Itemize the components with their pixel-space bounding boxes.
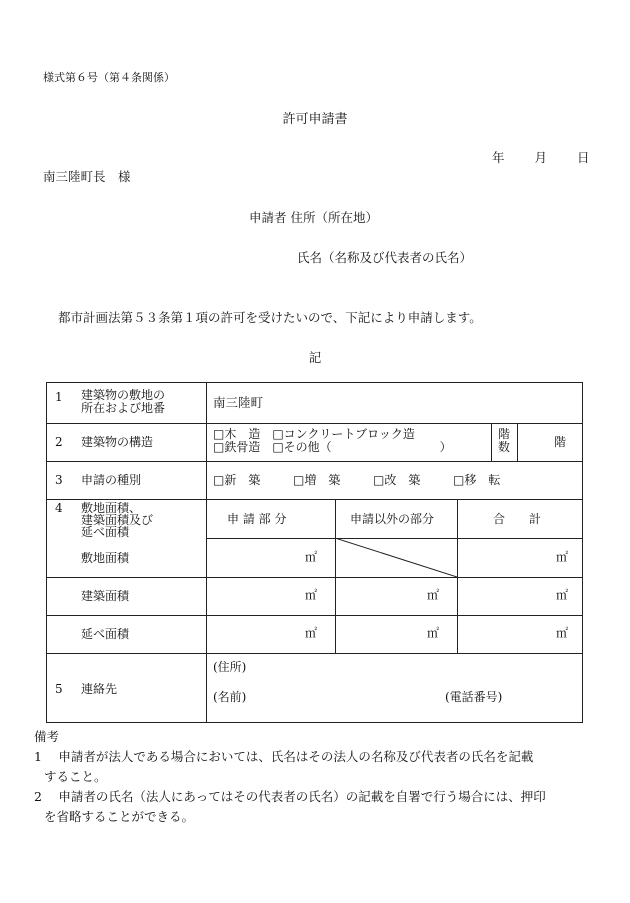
row5-label: 連絡先	[81, 682, 118, 696]
diagonal-strike	[335, 538, 457, 577]
row1-label-1: 建築物の敷地の	[81, 388, 166, 402]
notes-heading: 備考	[34, 729, 60, 744]
col-header-other: 申請以外の部分	[350, 512, 435, 526]
body-text: 都市計画法第５３条第１項の許可を受けたいので、下記により申請します。	[58, 310, 482, 325]
row3-label: 申請の種別	[81, 473, 142, 487]
unit-sqm[interactable]: ㎡	[305, 550, 318, 564]
note-1-cont: すること。	[44, 769, 107, 784]
contact-address-label[interactable]: (住所)	[213, 660, 247, 674]
date-month: 月	[534, 150, 548, 165]
row-divider	[47, 653, 582, 654]
contact-name-label[interactable]: (名前)	[213, 690, 247, 704]
unit-sqm[interactable]: ㎡	[305, 588, 318, 602]
row4-label-2: 建築面積及び	[81, 513, 154, 527]
type-option-new[interactable]: □新 築	[213, 473, 261, 487]
addressee: 南三陸町長 様	[43, 169, 131, 184]
row-divider	[47, 423, 582, 424]
row5-num: 5	[55, 682, 63, 696]
row-divider	[47, 615, 582, 616]
floors-label-1: 階	[498, 427, 511, 441]
unit-sqm[interactable]: ㎡	[556, 550, 569, 564]
area-row-building-label: 建築面積	[81, 589, 130, 603]
area-row-floor-label: 延べ面積	[81, 627, 130, 641]
col-divider	[457, 499, 458, 653]
row2-num: 2	[55, 435, 63, 449]
unit-sqm[interactable]: ㎡	[556, 626, 569, 640]
col-divider	[491, 423, 492, 461]
floors-unit[interactable]: 階	[554, 435, 567, 449]
row4-label-3: 延べ面積	[81, 525, 130, 539]
area-row-site-label: 敷地面積	[81, 551, 130, 565]
col-divider	[517, 423, 518, 461]
col-header-applied: 申 請 部 分	[227, 512, 287, 526]
row2-label: 建築物の構造	[81, 435, 154, 449]
type-option-rebuild[interactable]: □改 築	[373, 473, 421, 487]
note-2: 2 申請者の氏名（法人にあってはその代表者の氏名）の記載を自署で行う場合には、押印	[34, 789, 546, 804]
application-table	[46, 382, 583, 723]
structure-options-line2[interactable]: □鉄骨造 □その他（ ）	[213, 440, 452, 454]
date-line	[492, 148, 590, 166]
contact-phone-label[interactable]: (電話番号)	[445, 690, 503, 704]
unit-sqm[interactable]: ㎡	[427, 626, 440, 640]
row-divider	[47, 461, 582, 462]
date-year: 年	[492, 150, 505, 165]
site-location-value[interactable]: 南三陸町	[213, 395, 264, 410]
floors-label-2: 数	[498, 440, 511, 454]
form-id: 様式第６号（第４条関係）	[43, 71, 175, 84]
row3-num: 3	[55, 473, 63, 487]
col-divider	[206, 383, 207, 722]
unit-sqm[interactable]: ㎡	[305, 626, 318, 640]
row-divider	[47, 577, 582, 578]
col-header-total: 合 計	[493, 512, 542, 526]
type-option-extension[interactable]: □増 築	[293, 473, 341, 487]
type-option-relocate[interactable]: □移 転	[453, 473, 501, 487]
row4-label-1: 敷地面積、	[81, 501, 142, 515]
applicant-name-label: 氏名（名称及び代表者の氏名）	[297, 250, 473, 265]
note-2-cont: を省略することができる。	[44, 809, 195, 824]
applicant-address-label: 申請者 住所（所在地）	[249, 210, 378, 225]
row1-label-2: 所在および地番	[81, 401, 166, 415]
unit-sqm[interactable]: ㎡	[556, 588, 569, 602]
document-title: 許可申請書	[282, 112, 348, 127]
notes-section	[34, 727, 594, 827]
ki-heading: 記	[308, 350, 322, 365]
row1-num: 1	[55, 390, 63, 404]
row-divider	[47, 499, 582, 500]
structure-options-line1[interactable]: □木 造 □コンクリートブロック造	[213, 427, 415, 441]
unit-sqm[interactable]: ㎡	[427, 588, 440, 602]
row4-num: 4	[55, 501, 63, 515]
date-day: 日	[577, 150, 590, 165]
note-1: 1 申請者が法人である場合においては、氏名はその法人の名称及び代表者の氏名を記載	[34, 749, 534, 764]
